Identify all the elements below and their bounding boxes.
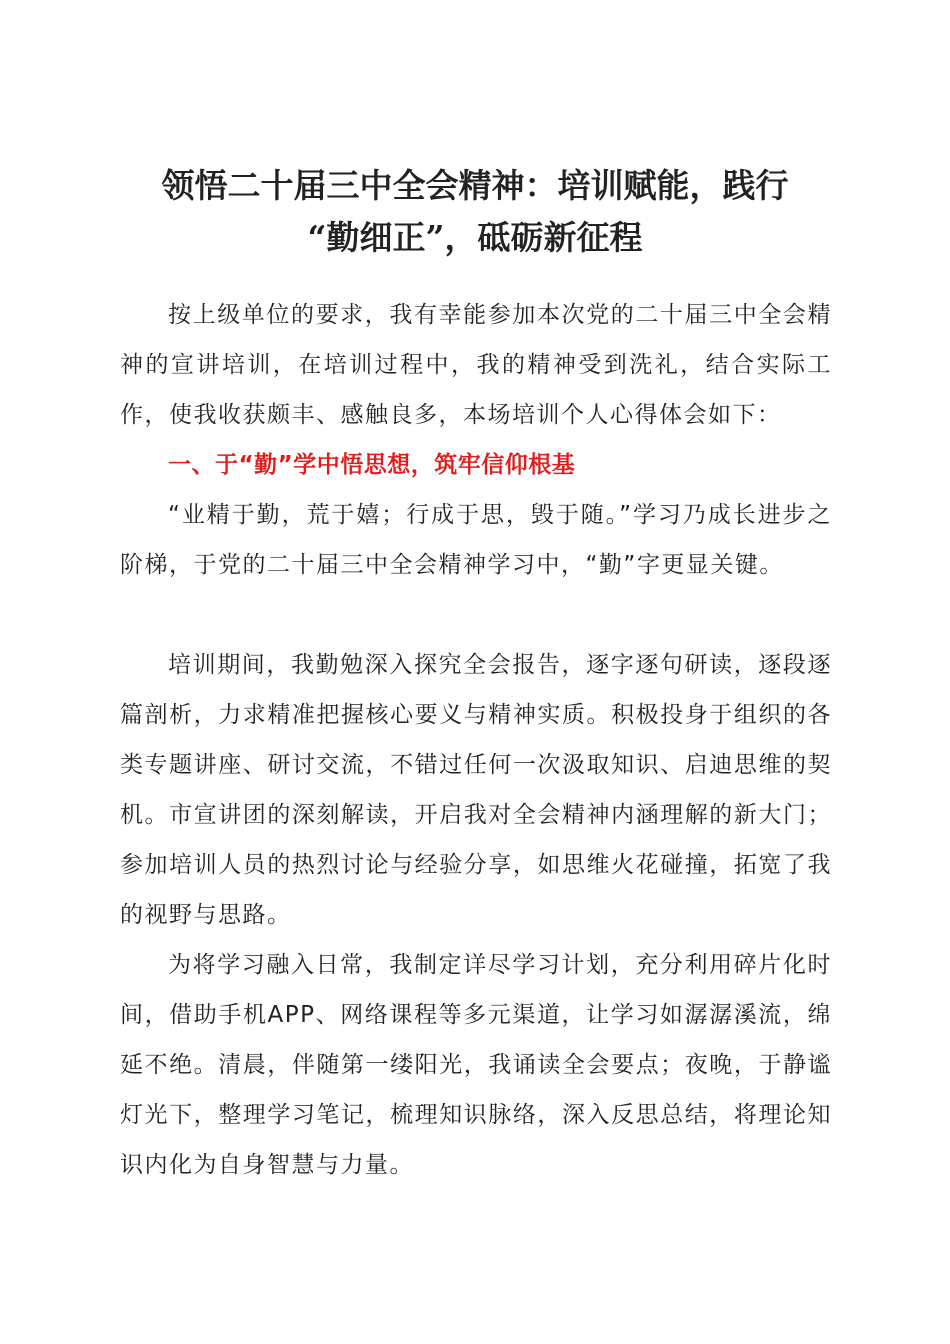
intro-paragraph: 按上级单位的要求，我有幸能参加本次党的二十届三中全会精神的宣讲培训，在培训过程中，我的精神受到洗礼，结合实际工作，使我收获颇丰、感触良多，本场培训个人心得体会如下： [120,302,832,428]
section-heading-1: 一、于“勤”学中悟思想，筑牢信仰根基 [168,452,576,478]
quote-paragraph: “业精于勤，荒于嬉；行成于思，毁于随。”学习乃成长进步之阶梯，于党的二十届三中全会精神学习中，“勤”字更显关键。 [120,502,832,578]
document-title [100,160,850,264]
title-line-2: “勤细正”，砥砺新征程 [307,218,643,257]
title-line-1: 领悟二十届三中全会精神：培训赋能，践行 [161,166,789,205]
daily-study-paragraph: 为将学习融入日常，我制定详尽学习计划，充分利用碎片化时间，借助手机APP、网络课程等多元渠道，让学习如潺潺溪流，绵延不绝。清晨，伴随第一缕阳光，我诵读全会要点；夜晚，于静谧灯光下，整理学习笔记，梳理知识脉络，深入反思总结，将理论知识内化为自身智慧与力量。 [120,952,832,1178]
training-paragraph: 培训期间，我勤勉深入探究全会报告，逐字逐句研读，逐段逐篇剖析，力求精准把握核心要义与精神实质。积极投身于组织的各类专题讲座、研讨交流，不错过任何一次汲取知识、启迪思维的契机。市宣讲团的深刻解读，开启我对全会精神内涵理解的新大门；参加培训人员的热烈讨论与经验分享，如思维火花碰撞，拓宽了我的视野与思路。 [120,652,832,928]
